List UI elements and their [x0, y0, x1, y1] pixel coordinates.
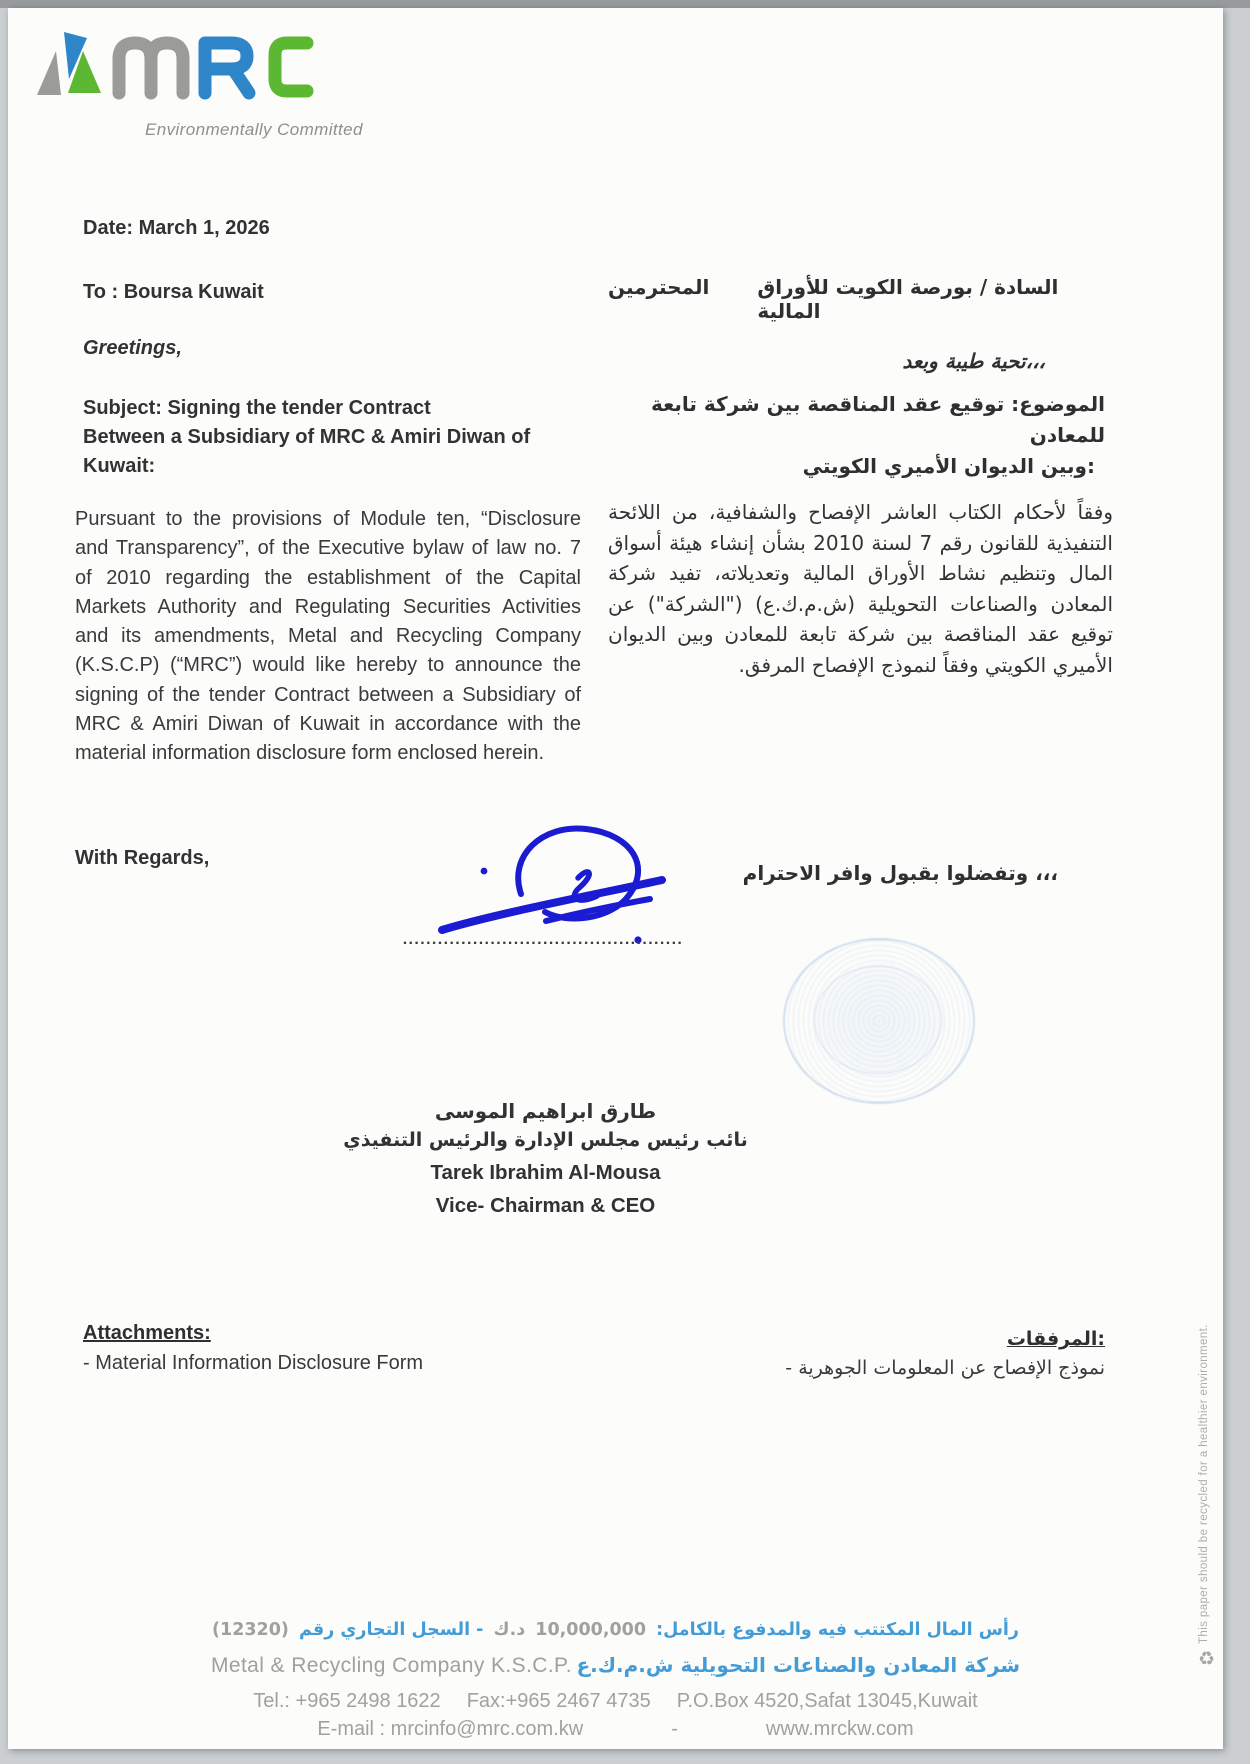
footer-website: www.mrckw.com [765, 1718, 914, 1740]
body-ar: وفقاً لأحكام الكتاب العاشر الإفصاح والشفافية، من اللائحة التنفيذية للقانون رقم 7 لسنة 2010 بشأن إنشاء هيئة أسواق المال وتنظيم نشاط الأوراق المالية وتعديلاته، تفيد شركة المعادن والصناعات التحويلية (ش.م.ك.ع) ("الشركة") عن توقيع عقد المناقصة بين شركة تابعة للمعادن وبين الديوان الأميري الكويتي وفقاً لنموذج الإفصاح المرفق. [608, 500, 1113, 677]
date-line: Date: March 1, 2026 [83, 217, 270, 239]
footer-registry-label: - السجل التجاري رقم [299, 1620, 484, 1640]
recycle-icon: ♻ [1198, 1649, 1216, 1670]
footer-company-ar: شركة المعادن والصناعات التحويلية ش.م.ك.ع [576, 1653, 1021, 1677]
signer-title-ar: نائب رئيس مجلس الإدارة والرئيس التنفيذي [343, 1129, 748, 1151]
subject-en [83, 394, 563, 481]
footer-company-line [8, 1653, 1223, 1678]
subject-ar-line2: وبين الديوان الأميري الكويتي: [802, 454, 1095, 478]
attachments-item-ar: - نموذج الإفصاح عن المعلومات الجوهرية [785, 1357, 1105, 1379]
logo-tagline: Environmentally Committed [145, 120, 363, 139]
addressee-ar-main: السادة / بورصة الكويت للأوراق المالية [757, 275, 1059, 323]
footer-company-en: Metal & Recycling Company K.S.C.P. [210, 1654, 572, 1677]
attachments-heading-en: Attachments: [83, 1322, 211, 1344]
signer-name-ar: طارق ابراهيم الموسى [434, 1099, 657, 1123]
signer-block [293, 1098, 798, 1223]
footer-web-line [8, 1718, 1223, 1741]
scan-edge-top [0, 0, 1250, 8]
letter-page [8, 8, 1223, 1749]
subject-ar [608, 389, 1105, 482]
mrc-logo-icon [35, 25, 380, 120]
salutation-ar: تحية طيبة وبعد،،، [902, 349, 1045, 373]
signature-dotted-line: ................................................ [402, 931, 684, 948]
subject-en-line1: Subject: Signing the tender Contract [83, 397, 431, 419]
footer-capital-label: رأس المال المكتتب فيه والمدفوع بالكامل: [656, 1620, 1019, 1640]
footer-pobox: P.O.Box 4520,Safat 13045,Kuwait [676, 1690, 978, 1712]
attachments-item-en: - Material Information Disclosure Form [83, 1352, 424, 1374]
attachments-ar [608, 1328, 1105, 1379]
company-stamp [783, 938, 975, 1104]
body-en: Pursuant to the provisions of Module ten, “Disclosure and Transparency”, of the Executive bylaw of law no. 7 of 2010 regarding the establishment of the Capital Markets Authority and Regulating Securities Activities and its amendments, Metal and Recycling Company (K.S.C.P) (“MRC”) would like hereby to announce the signing of the tender Contract between a Subsidiary of MRC & Amiri Diwan of Kuwait in accordance with the material information disclosure form enclosed herein. [75, 508, 581, 765]
subject-en-line3: Kuwait: [83, 455, 156, 477]
regards-line: With Regards, [75, 847, 210, 869]
to-line: To : Boursa Kuwait [83, 281, 264, 303]
footer-capital-line [8, 1620, 1223, 1640]
signer-title-en: Vice- Chairman & CEO [435, 1194, 656, 1217]
footer-registry-number: (12320) [212, 1620, 289, 1640]
recycle-note: This paper should be recycled for a healthier environment. [1198, 1324, 1210, 1644]
footer-tel: Tel.: +965 2498 1622 [253, 1690, 441, 1712]
addressee-ar [608, 275, 1105, 323]
footer-dash: - [671, 1718, 678, 1740]
mrc-logo [35, 25, 380, 120]
closing-ar: وتفضلوا بقبول وافر الاحترام ،،، [742, 861, 1058, 885]
footer-fax: Fax:+965 2467 4735 [466, 1690, 651, 1712]
attachments-en [83, 1322, 423, 1375]
signer-name-en: Tarek Ibrahim Al-Mousa [430, 1161, 661, 1184]
company-stamp-inner-ring [814, 966, 942, 1074]
attachments-heading-ar: المرفقات: [1006, 1328, 1105, 1350]
footer-email: E-mail : mrcinfo@mrc.com.kw [317, 1718, 584, 1740]
subject-en-line2: Between a Subsidiary of MRC & Amiri Diwan of [83, 426, 531, 448]
subject-ar-line1: الموضوع: توقيع عقد المناقصة بين شركة تابعة للمعادن [650, 392, 1105, 447]
footer-capital-currency: د.ك [493, 1620, 526, 1640]
greeting-line: Greetings, [83, 337, 182, 359]
addressee-ar-suffix: المحترمين [608, 275, 710, 299]
footer-capital-amount: 10,000,000 [535, 1620, 647, 1640]
footer-contact-line [8, 1690, 1223, 1713]
